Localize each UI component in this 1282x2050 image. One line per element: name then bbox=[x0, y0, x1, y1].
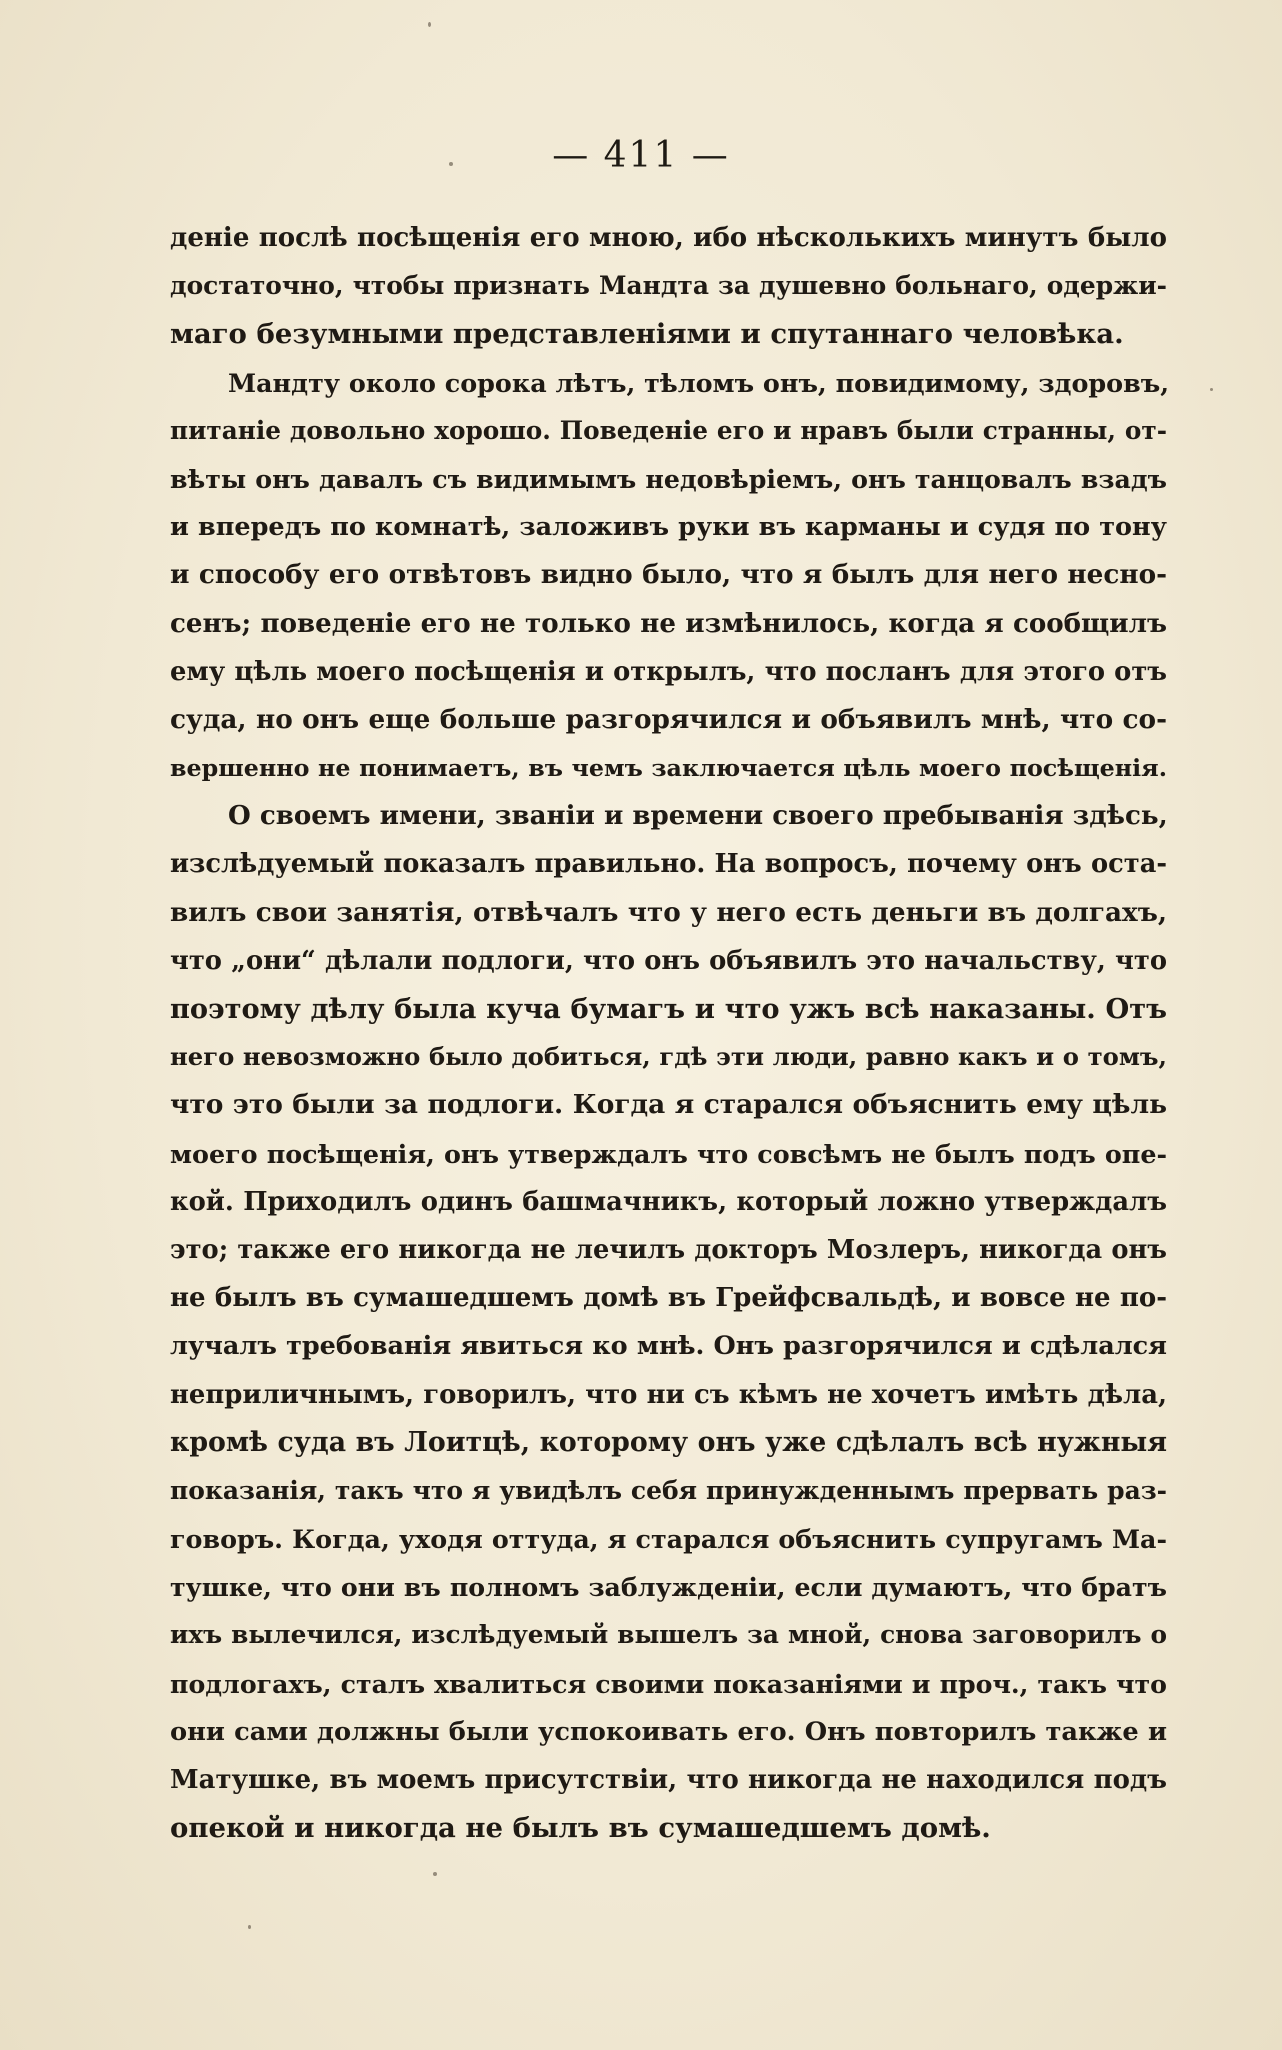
text-line: неприличнымъ, говорилъ, что ни съ кѣмъ не хочетъ имѣть дѣла, bbox=[170, 1379, 1167, 1410]
text-line: кромѣ суда въ Лоитцѣ, которому онъ уже сдѣлалъ всѣ нужныя bbox=[170, 1426, 1167, 1458]
text-line: маго безумными представленіями и спутаннаго человѣка. bbox=[170, 318, 1124, 351]
text-line: тушке, что они въ полномъ заблужденіи, если думаютъ, что братъ bbox=[170, 1572, 1167, 1603]
text-line: лучалъ требованія явиться ко мнѣ. Онъ разгорячился и сдѣлался bbox=[170, 1331, 1167, 1362]
text-line: что это были за подлоги. Когда я старался объяснить ему цѣль bbox=[170, 1089, 1167, 1121]
text-line: ихъ вылечился, изслѣдуемый вышелъ за мной, снова заговорилъ о bbox=[170, 1620, 1167, 1650]
body-text bbox=[170, 214, 1170, 1852]
text-line: и способу его отвѣтовъ видно было, что я былъ для него несно- bbox=[170, 559, 1167, 591]
text-line: моего посѣщенія, онъ утверждалъ что совсѣмъ не былъ подъ опе- bbox=[170, 1138, 1167, 1169]
paragraph-first-line: О своемъ имени, званіи и времени своего пребыванія здѣсь, bbox=[228, 800, 1168, 832]
text-line: вершенно не понимаетъ, въ чемъ заключается цѣль моего посѣщенія. bbox=[170, 754, 1167, 783]
text-line: Матушке, въ моемъ присутствіи, что никогда не находился подъ bbox=[170, 1765, 1167, 1795]
paper-speck bbox=[1210, 388, 1213, 391]
text-line: не былъ въ сумашедшемъ домѣ въ Грейфсвальдѣ, и вовсе не по- bbox=[170, 1283, 1167, 1314]
text-line: поэтому дѣлу была куча бумагъ и что ужъ всѣ наказаны. Отъ bbox=[170, 993, 1167, 1025]
text-line: подлогахъ, сталъ хвалиться своими показаніями и проч., такъ что bbox=[170, 1668, 1167, 1699]
text-line: достаточно, чтобы признать Мандта за душевно больнаго, одержи- bbox=[170, 271, 1167, 301]
text-line: изслѣдуемый показалъ правильно. На вопросъ, почему онъ оста- bbox=[170, 849, 1167, 880]
paragraph-first-line: Мандту около сорока лѣтъ, тѣломъ онъ, повидимому, здоровъ, bbox=[228, 367, 1170, 398]
text-line: что „они“ дѣлали подлоги, что онъ объявилъ это начальству, что bbox=[170, 945, 1167, 976]
text-line: это; также его никогда не лечилъ докторъ Мозлеръ, никогда онъ bbox=[170, 1234, 1167, 1265]
text-line: него невозможно было добиться, гдѣ эти люди, равно какъ и о томъ, bbox=[170, 1042, 1167, 1072]
paper-speck bbox=[433, 1872, 437, 1876]
text-line: суда, но онъ еще больше разгорячился и объявилъ мнѣ, что со- bbox=[170, 703, 1167, 735]
text-line: и впередъ по комнатѣ, заложивъ руки въ карманы и судя по тону bbox=[170, 512, 1167, 543]
text-line: вилъ свои занятія, отвѣчалъ что у него есть деньги въ долгахъ, bbox=[170, 896, 1167, 928]
text-line: кой. Приходилъ одинъ башмачникъ, который ложно утверждалъ bbox=[170, 1186, 1167, 1217]
paper-speck bbox=[248, 1925, 251, 1929]
text-line: они сами должны были успокоивать его. Онъ повторилъ также и bbox=[170, 1716, 1167, 1747]
text-line: опекой и никогда не былъ въ сумашедшемъ домѣ. bbox=[170, 1812, 991, 1845]
text-line: деніе послѣ посѣщенія его мною, ибо нѣсколькихъ минутъ было bbox=[170, 223, 1167, 253]
paper-speck bbox=[428, 22, 431, 27]
text-line: вѣты онъ давалъ съ видимымъ недовѣріемъ, онъ танцовалъ взадъ bbox=[170, 463, 1167, 494]
page-number: — 411 — bbox=[552, 135, 730, 176]
text-line: говоръ. Когда, уходя оттуда, я старался объяснить супругамъ Ма- bbox=[170, 1524, 1167, 1555]
text-line: сенъ; поведеніе его не только не измѣнилось, когда я сообщилъ bbox=[170, 608, 1167, 639]
text-line: ему цѣль моего посѣщенія и открылъ, что посланъ для этого отъ bbox=[170, 656, 1167, 687]
text-line: питаніе довольно хорошо. Поведеніе его и нравъ были странны, от- bbox=[170, 415, 1167, 445]
text-line: показанія, такъ что я увидѣлъ себя принужденнымъ прервать раз- bbox=[170, 1475, 1167, 1505]
